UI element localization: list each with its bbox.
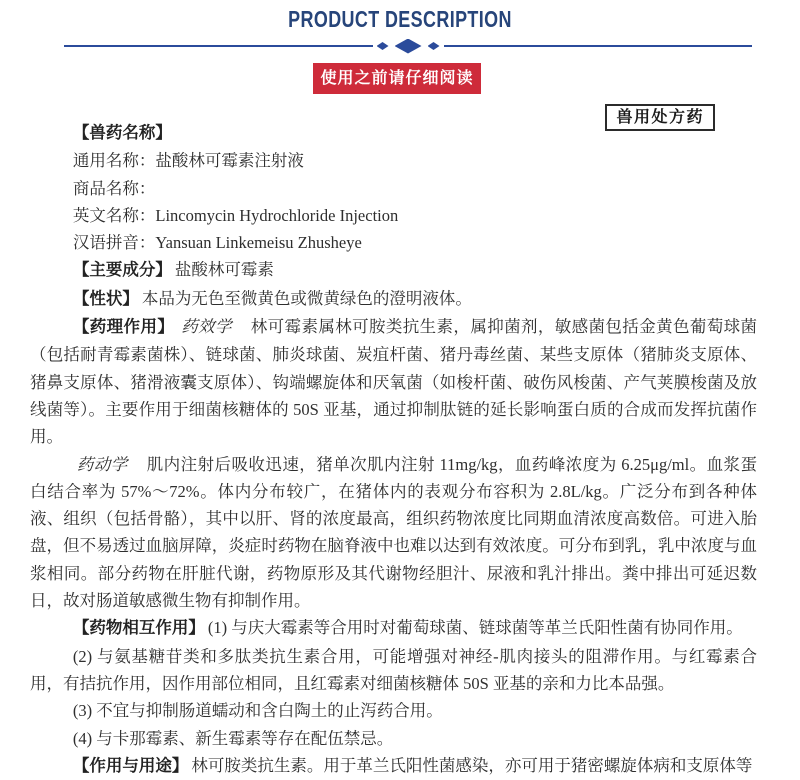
section-header: 【性状】 (72, 289, 139, 308)
paragraph-text: 通用名称：盐酸林可霉素注射液 (72, 151, 304, 171)
emphasis-word: 药效学 (181, 317, 232, 337)
divider-line-right (444, 45, 753, 47)
paragraph (30, 229, 757, 256)
document-body (0, 119, 800, 780)
page-header (0, 7, 800, 94)
paragraph-text: (3) 不宜与抑制肠道蠕动和含白陶土的止泻药合用。 (72, 701, 443, 721)
paragraph (30, 285, 757, 313)
section-header: 【主要成分】 (72, 261, 172, 280)
paragraph (30, 256, 757, 284)
paragraph (30, 697, 757, 724)
paragraph-text: (1) 与庆大霉素等合用时对葡萄球菌、链球菌等革兰氏阳性菌有协同作用。 (207, 618, 743, 638)
emphasis-word: 药动学 (76, 454, 128, 474)
paragraph (30, 451, 757, 615)
section-header: 【作用与用途】 (72, 756, 189, 775)
paragraph-text: 英文名称：Lincomycin Hydrochloride Injection (72, 205, 399, 225)
paragraph (30, 752, 757, 780)
paragraph-text: (2) 与氨基糖苷类和多肽类抗生素合用，可能增强对神经-肌肉接头的阻滞作用。与红霉素合用，有拮抗作用，因作用部位相同，且红霉素对细菌核糖体 50S 亚基的亲和力比本品强。 (30, 646, 757, 693)
paragraph-text: (4) 与卡那霉素、新生霉素等存在配伍禁忌。 (72, 728, 394, 748)
section-header: 【兽药名称】 (72, 124, 172, 142)
divider-line-left (64, 45, 373, 47)
paragraph-text: 汉语拼音：Yansuan Linkemeisu Zhusheye (72, 233, 362, 253)
paragraph-text: 商品名称： (72, 178, 156, 198)
page-title: PRODUCT DESCRIPTION (288, 6, 512, 32)
paragraph-text: 林可霉素属林可胺类抗生素，属抑菌剂，敏感菌包括金黄色葡萄球菌（包括耐青霉素菌株）、链球菌、肺炎球菌、炭疽杆菌、猪丹毒丝菌、某些支原体（猪肺炎支原体、猪鼻支原体、猪滑液囊支原体）、钩端螺旋体和厌氧菌（如梭杆菌、破伤风梭菌、产气荚膜梭菌及放线菌等）。主要作用于细菌核糖体的 50S 亚基，通过抑制肽链的延长影响蛋白质的合成而发挥抗菌作用。 (30, 317, 758, 447)
prescription-drug-badge: 兽用处方药 (605, 104, 715, 131)
paragraph (30, 202, 757, 229)
section-header: 【药物相互作用】 (72, 619, 205, 638)
paragraph (30, 313, 757, 450)
paragraph (30, 175, 757, 202)
paragraph (30, 119, 757, 147)
diamond-small-icon (428, 42, 440, 50)
read-carefully-banner: 使用之前请仔细阅读 (313, 63, 481, 94)
paragraph-text: 肌内注射后吸收迅速，猪单次肌内注射 11mg/kg，血药峰浓度为 6.25μg/ml。血浆蛋白结合率为 57%～72%。体内分布较广，在猪体内的表观分布容积为 2.8L/kg。广泛分布到各种体液、组织（包括骨骼），其中以肝、肾的浓度最高，组织药物浓度比同期血清浓度高数倍。可进入胎盘，但不易透过血脑屏障，炎症时药物在脑脊液中也难以达到有效浓度。可分布到乳，乳中浓度与血浆相同。部分药物在肝脏代谢，药物原形及其代谢物经胆汁、尿液和乳汁排出。粪中排出可延迟数日，故对肠道敏感微生物有抑制作用。 (30, 454, 758, 611)
paragraph-text: 林可胺类抗生素。用于革兰氏阳性菌感染，亦可用于猪密螺旋体病和支原体等 (191, 755, 753, 775)
paragraph-text: 盐酸林可霉素 (174, 260, 274, 280)
paragraph (30, 147, 757, 174)
diamond-large-icon (395, 39, 422, 54)
section-header: 【药理作用】 (72, 318, 175, 337)
section-divider (64, 38, 752, 54)
paragraph (30, 725, 757, 752)
diamond-small-icon (377, 42, 389, 50)
paragraph (30, 643, 757, 698)
paragraph-text: 本品为无色至微黄色或微黄绿色的澄明液体。 (141, 288, 472, 308)
paragraph (30, 614, 757, 642)
